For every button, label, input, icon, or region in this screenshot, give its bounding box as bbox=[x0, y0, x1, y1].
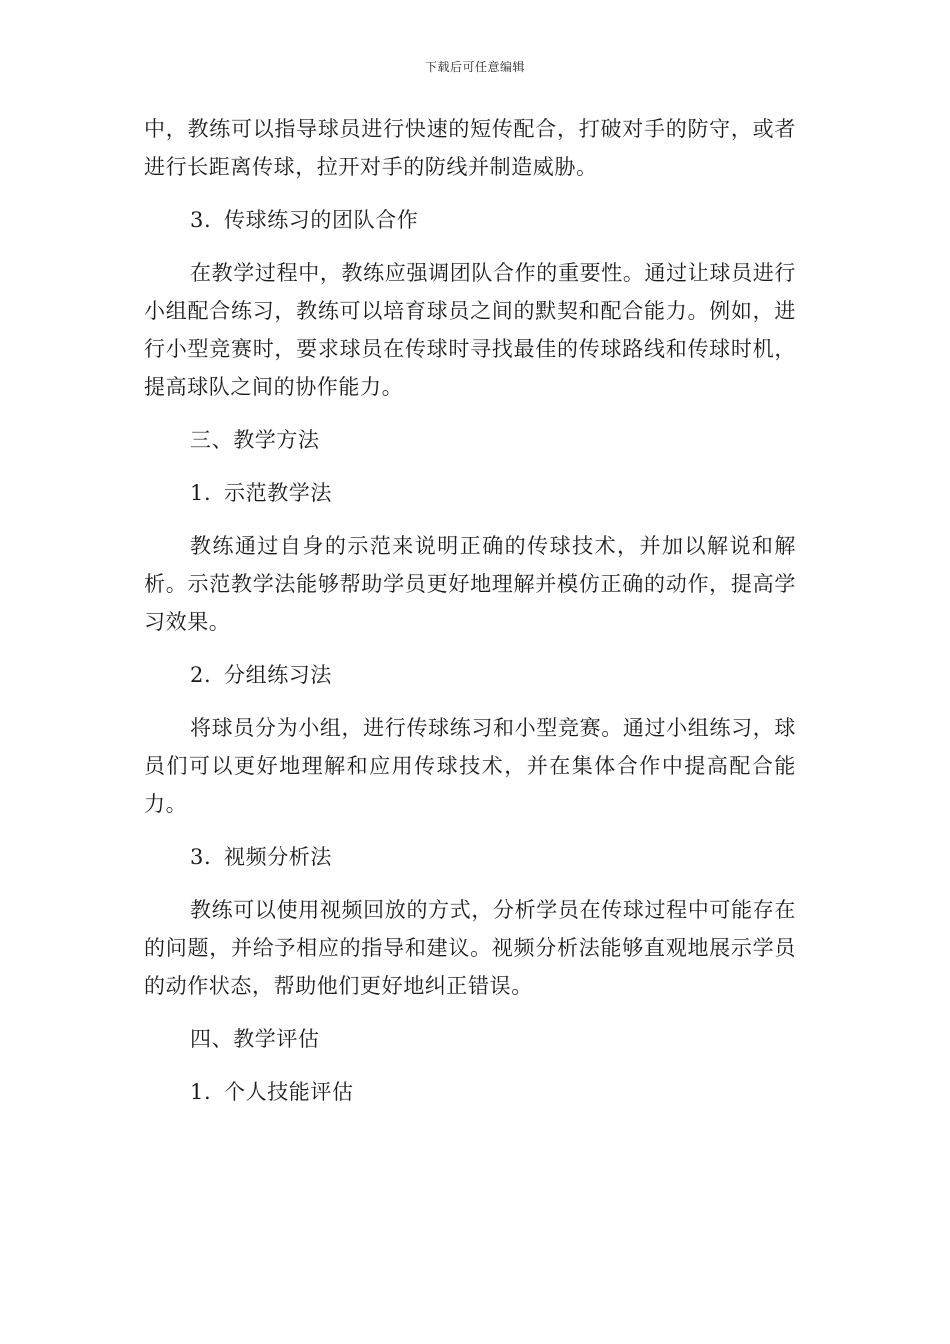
paragraph-group-practice: 将球员分为小组，进行传球练习和小型竞赛。通过小组练习，球员们可以更好地理解和应用传球技术，并在集体合作中提高配合能力。 bbox=[144, 716, 796, 816]
section-heading-teaching-methods: 三、教学方法 bbox=[190, 428, 320, 452]
subheading-number: 1. bbox=[190, 481, 212, 505]
subheading-text: 分组练习法 bbox=[224, 663, 332, 687]
subheading-team-passing bbox=[144, 201, 796, 239]
document-body bbox=[144, 110, 796, 1111]
subheading-number: 3. bbox=[190, 208, 212, 232]
paragraph-continuation: 中，教练可以指导球员进行快速的短传配合，打破对手的防守，或者进行长距离传球，拉开对手的防线并制造威胁。 bbox=[144, 117, 796, 179]
paragraph-video-analysis: 教练可以使用视频回放的方式，分析学员在传球过程中可能存在的问题，并给予相应的指导和建议。视频分析法能够直观地展示学员的动作状态，帮助他们更好地纠正错误。 bbox=[144, 898, 796, 998]
subheading-video-analysis bbox=[144, 838, 796, 876]
subheading-text: 传球练习的团队合作 bbox=[224, 208, 419, 232]
paragraph-demonstration: 教练通过自身的示范来说明正确的传球技术，并加以解说和解析。示范教学法能够帮助学员更好地理解并模仿正确的动作，提高学习效果。 bbox=[144, 534, 796, 634]
subheading-individual-skill bbox=[144, 1073, 796, 1111]
subheading-number: 3. bbox=[190, 845, 212, 869]
section-heading-teaching-evaluation: 四、教学评估 bbox=[190, 1027, 320, 1051]
subheading-number: 2. bbox=[190, 663, 212, 687]
paragraph-teamwork: 在教学过程中，教练应强调团队合作的重要性。通过让球员进行小组配合练习，教练可以培育球员之间的默契和配合能力。例如，进行小型竞赛时，要求球员在传球时寻找最佳的传球路线和传球时机，提高球队之间的协作能力。 bbox=[144, 261, 796, 399]
subheading-number: 1. bbox=[190, 1080, 212, 1104]
subheading-demonstration bbox=[144, 474, 796, 512]
subheading-text: 示范教学法 bbox=[224, 481, 332, 505]
page-header: 下载后可任意编辑 bbox=[424, 60, 525, 74]
subheading-group-practice bbox=[144, 656, 796, 694]
subheading-text: 视频分析法 bbox=[224, 845, 332, 869]
subheading-text: 个人技能评估 bbox=[224, 1080, 354, 1104]
